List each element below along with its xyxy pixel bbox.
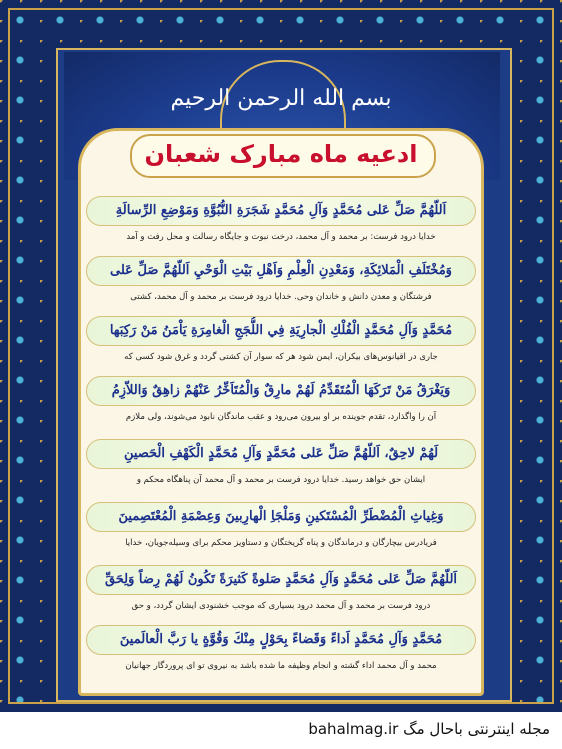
site-url[interactable]: bahalmag.ir <box>308 720 399 738</box>
verse-arabic: اَللّهُمَّ صَلِّ عَلى مُحَمَّدٍ وَآلِ مُحَمَّدٍ شَجَرَةِ النُّبُوَّةِ وَمَوْضِعِ الرِّسالَةِ <box>86 196 476 226</box>
bismillah-calligraphy: بسم الله الرحمن الرحیم <box>170 86 392 111</box>
verse-translation: محمد و آل محمد اداء گشته و انجام وظیفه ما شده باشد به نیروی تو ای پروردگار جهانیان <box>125 661 437 671</box>
verse-translation: آن را واگذارد، تقدم جوینده بر او بیرون می‌رود و عقب ماندگان نابود می‌شوند، ولی ملازم <box>125 412 437 422</box>
verse-translation: فریادرس بیچارگان و درماندگان و پناه گریختگان و دستاویز محکم برای وسیله‌جویان، خدایا <box>125 538 437 548</box>
verse-arabic: لَهُمْ لاحِقٌ، اَللّهُمَّ صَلِّ عَلى مُحَمَّدٍ وَآلِ مُحَمَّدٍ الْكَهْفِ الْحَصينِ <box>86 439 476 469</box>
page-title: ادعیه ماه مبارک شعبان <box>144 140 418 168</box>
verse-translation: جاری در اقیانوس‌های بیکران، ایمن شود هر که سوار آن کشتی گردد و غرق شود کسی که <box>124 352 438 362</box>
site-credit[interactable] <box>308 718 550 740</box>
verse-arabic: وَيَغْرَقُ مَنْ تَرَكَهَا الْمُتَقَدِّمُ لَهُمْ مارِقٌ وَالْمُتَاَخِّرُ عَنْهُمْ زاهِقٌ وَاللاّزِمُ <box>86 376 476 406</box>
verse-translation: درود فرست بر محمد و آل محمد درود بسیاری که موجب خشنودی ایشان گردد، و حق <box>131 601 431 611</box>
verse-arabic: وَمُخْتَلَفِ الْمَلائِكَةِ، وَمَعْدِنِ الْعِلْمِ وَاَهْلِ بَيْتِ الْوَحْيِ اَللّهُمَّ صَلِّ عَلى <box>86 256 476 286</box>
verse-arabic: مُحَمَّدٍ وَآلِ مُحَمَّدٍ الْفُلْكِ الْجارِيَةِ فِي اللُّجَجِ الْغامِرَةِ يَاْمَنُ مَنْ رَكِبَها <box>86 316 476 346</box>
verse-translation: ایشان حق خواهد رسید. خدایا درود فرست بر محمد و آل محمد آن پناهگاه محکم و <box>136 475 426 485</box>
verse-translation: فرشتگان و معدن دانش و خاندان وحی. خدایا درود فرست بر محمد و آل محمد، کشتی <box>130 292 432 302</box>
site-label: مجله اینترنتی باحال مگ <box>403 720 550 738</box>
verse-arabic: اَللّهُمَّ صَلِّ عَلى مُحَمَّدٍ وَآلِ مُحَمَّدٍ صَلوةً كَثيرَةً تَكُونُ لَهُمْ رِضاً وَلِحَقِّ <box>86 565 476 595</box>
verse-arabic: وَغِياثِ الْمُضْطَرِّ الْمُسْتَكينِ وَمَلْجَاِ الْهارِبينَ وَعِصْمَةِ الْمُعْتَصِمينَ <box>86 502 476 532</box>
verse-translation: خدایا درود فرست: بر محمد و آل محمد، درخت نبوت و جایگاه رسالت و محل رفت و آمد <box>126 232 436 242</box>
verse-arabic: مُحَمَّدٍ وَآلِ مُحَمَّدٍ اَداءً وَقَضاءً بِحَوْلٍ مِنْكَ وَقُوَّةٍ يا رَبَّ الْعالَمينَ <box>86 625 476 655</box>
